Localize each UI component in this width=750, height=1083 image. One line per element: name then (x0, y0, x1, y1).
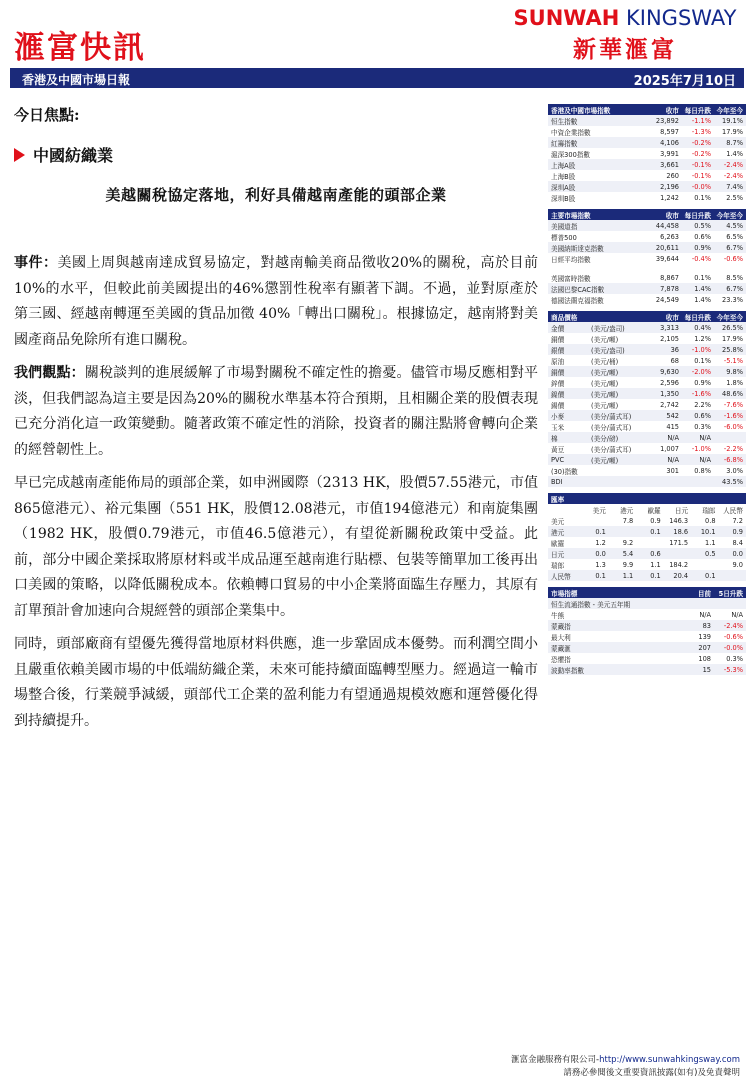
fx-rate: 0.1 (650, 527, 661, 536)
row-daily-change: N/A (731, 610, 743, 619)
row-daily-change: 0.5% (694, 221, 711, 230)
footer (511, 1054, 740, 1080)
row-daily-change: -5.3% (723, 665, 743, 674)
table-body (548, 598, 746, 675)
hk-cn-index-table (548, 104, 746, 203)
row-close: 68 (670, 356, 679, 365)
table-row (548, 242, 746, 253)
row-unit: (美元/噸) (591, 368, 619, 377)
row-close: 23,892 (655, 116, 679, 125)
row-daily-change: -0.2% (691, 149, 711, 158)
row-name: BDI (551, 477, 563, 486)
row-daily-change: 0.8% (694, 466, 711, 475)
row-unit: (美元/桶) (591, 357, 619, 366)
row-ytd-change: -6.8% (723, 455, 743, 464)
table-title: 香港及中國市場指數 (551, 106, 611, 115)
paragraph-outlook: 同時，頭部廠商有望優先獲得當地原材料供應，進一步鞏固成本優勢。而利潤空間小且嚴重依賴美國市場的中低端紡織企業，未來可能持續面臨轉型壓力。經過這一輪市場整合後，行業競爭減緩，頭部代工企業的盈利能力有望通過規模效應和運營優化得到持續提升。 (14, 636, 538, 729)
table-row (548, 159, 746, 170)
row-name: 深圳B股 (551, 194, 576, 203)
row-name: 玉米 (551, 423, 565, 432)
table-row (548, 388, 746, 399)
row-name: 深圳A股 (551, 183, 576, 192)
row-name: 恒生流通指數 - 美元五年期 (551, 600, 631, 609)
table-row (548, 465, 746, 476)
table-row (548, 432, 746, 443)
triangle-bullet-icon (14, 148, 25, 162)
row-name: 錫價 (551, 401, 565, 410)
row-ytd-change: 8.7% (726, 138, 743, 147)
row-name: 法國巴黎CAC指數 (551, 285, 605, 294)
row-ytd-change: -1.6% (723, 411, 743, 420)
row-ytd-change: 1.8% (726, 378, 743, 387)
table-row (548, 253, 746, 264)
row-close: 301 (666, 466, 679, 475)
fx-rate: 18.6 (673, 527, 689, 536)
event-label: 事件： (14, 255, 58, 271)
row-name: 美國道指 (551, 222, 578, 231)
row-name: 小麥 (551, 412, 565, 421)
row-name: 黃豆 (551, 445, 565, 454)
table-row (548, 526, 746, 537)
table-header (548, 104, 746, 115)
fx-rate: 0.9 (732, 527, 743, 536)
row-daily-change: 1.4% (694, 295, 711, 304)
table-row (548, 642, 746, 653)
footer-company: 滙富金融服務有限公司- (511, 1055, 600, 1065)
fx-rate: 1.1 (705, 538, 716, 547)
row-daily-change: -2.4% (723, 621, 743, 630)
paragraph-event (14, 251, 538, 353)
row-daily-change: -0.1% (691, 160, 711, 169)
fx-rate: 7.8 (622, 516, 634, 525)
row-daily-change: 1.2% (694, 334, 711, 343)
row-name: 美國納斯達克指數 (551, 244, 604, 253)
column-header: 港元 (620, 506, 634, 515)
row-name: 恐懼指 (551, 655, 571, 664)
row-ytd-change: -0.6% (723, 254, 743, 263)
table-row (548, 294, 746, 305)
fx-rate: 9.2 (622, 538, 634, 547)
column-header: 每日升跌 (684, 313, 711, 322)
logo-cn: 新華滙富 (573, 37, 677, 63)
row-daily-change: -1.0% (691, 345, 711, 354)
row-close: 542 (666, 411, 679, 420)
row-daily-change: 1.4% (694, 284, 711, 293)
table-row (548, 454, 746, 465)
row-ytd-change: 19.1% (722, 116, 743, 125)
row-close: 8,597 (660, 127, 679, 136)
row-name: 蒙藏指 (551, 622, 571, 631)
fx-rate: 0.9 (650, 516, 661, 525)
row-close: 6,263 (660, 232, 679, 241)
row-ytd-change: 17.9% (722, 334, 743, 343)
row-close: 15 (702, 665, 711, 674)
row-close: 2,196 (660, 182, 679, 191)
row-daily-change: -1.6% (691, 389, 711, 398)
fx-rate: 1.2 (595, 538, 606, 547)
row-close: 3,991 (660, 149, 679, 158)
table-title: 市場指標 (551, 589, 578, 598)
row-daily-change: 0.3% (694, 422, 711, 431)
focus-title: 今日焦點: (14, 106, 80, 124)
fx-rate: 8.4 (732, 538, 743, 547)
row-close: 39,644 (655, 254, 679, 263)
row-ytd-change: -5.1% (723, 356, 743, 365)
table-row (548, 559, 746, 570)
row-name: 鋅價 (551, 379, 565, 388)
row-name: 最大利 (551, 633, 571, 642)
column-header: 今年至今 (716, 211, 743, 220)
table-row (548, 631, 746, 642)
fx-rate: 1.1 (622, 571, 634, 580)
major-index-table (548, 209, 746, 305)
header-bar (10, 68, 744, 88)
row-close: 2,596 (660, 378, 679, 387)
row-name: 蒙藏滙 (551, 644, 571, 653)
fx-rate: 0.6 (650, 549, 661, 558)
table-row (548, 570, 746, 581)
row-unit: (美元/噸) (591, 456, 619, 465)
row-ytd-change: 25.8% (722, 345, 743, 354)
row-unit: (美元/盎司) (591, 324, 625, 333)
table-row (548, 126, 746, 137)
commodity-table (548, 311, 746, 487)
column-header: 今年至今 (716, 106, 743, 115)
report-name: 香港及中國市場日報 (22, 73, 131, 87)
row-daily-change: 0.9% (694, 243, 711, 252)
row-name: 滬深300指數 (551, 150, 590, 159)
column-header: 歐羅 (647, 506, 661, 515)
table-header (548, 587, 746, 598)
table-row (548, 620, 746, 631)
fx-rate: 146.3 (669, 516, 689, 525)
report-date: 2025年7月10日 (633, 74, 736, 89)
row-daily-change: 0.1% (694, 273, 711, 282)
row-daily-change: -0.0% (723, 643, 743, 652)
view-label: 我們觀點： (14, 365, 85, 381)
row-daily-change: -0.1% (691, 171, 711, 180)
row-unit: (美元/噸) (591, 390, 619, 399)
row-daily-change: 0.6% (694, 232, 711, 241)
row-daily-change: -0.6% (723, 632, 743, 641)
row-name: 德國法蘭克福指數 (551, 296, 604, 305)
row-name: 標普500 (551, 233, 577, 242)
table-row (548, 377, 746, 388)
row-daily-change: N/A (699, 455, 711, 464)
fx-rate: 0.1 (650, 571, 661, 580)
fx-rate: 9.9 (622, 560, 634, 569)
row-ytd-change: -2.4% (723, 171, 743, 180)
row-ytd-change: 26.5% (722, 323, 743, 332)
table-header (548, 493, 746, 504)
row-daily-change: 0.1% (694, 356, 711, 365)
row-close: 9,630 (660, 367, 679, 376)
row-close: 260 (666, 171, 679, 180)
table-row (548, 399, 746, 410)
fx-rate: 20.4 (673, 571, 689, 580)
fx-rate: 0.1 (705, 571, 716, 580)
row-unit: (美分/磅) (591, 434, 619, 443)
row-daily-change: 0.6% (694, 411, 711, 420)
table-header (548, 209, 746, 220)
fx-rate: 0.1 (595, 527, 606, 536)
fx-rate: 9.0 (732, 560, 743, 569)
fx-table (548, 493, 746, 581)
row-name: 原油 (551, 357, 565, 366)
row-daily-change: 0.4% (694, 323, 711, 332)
fx-rate: 10.1 (700, 527, 716, 536)
row-unit: (美元/噸) (591, 379, 619, 388)
row-close: 44,458 (655, 221, 679, 230)
column-header: 目前 (697, 589, 711, 598)
row-ytd-change: 1.4% (726, 149, 743, 158)
fx-rate: 0.0 (595, 549, 606, 558)
table-row (548, 515, 746, 526)
row-daily-change: 0.1% (694, 193, 711, 202)
table-row (548, 192, 746, 203)
row-daily-change: 0.3% (726, 654, 743, 663)
column-header: 收市 (665, 313, 679, 322)
table-body (548, 515, 746, 581)
row-daily-change: -1.3% (691, 127, 711, 136)
fx-rate: 1.1 (650, 560, 661, 569)
row-daily-change: -2.0% (691, 367, 711, 376)
row-close: N/A (667, 455, 679, 464)
row-name: 瑞郎 (551, 561, 565, 570)
row-name: 歐羅 (551, 539, 565, 548)
row-close: 7,878 (660, 284, 679, 293)
row-name: 英國富時指數 (551, 274, 591, 283)
brand-title: 滙富快訊 (14, 30, 146, 66)
row-name: 上海B股 (551, 172, 576, 181)
row-close: 4,106 (660, 138, 679, 147)
row-daily-change: N/A (699, 433, 711, 442)
table-row (548, 598, 746, 609)
table-header (548, 311, 746, 322)
row-daily-change: -1.0% (691, 444, 711, 453)
row-close: 8,867 (660, 273, 679, 282)
row-close: 415 (666, 422, 679, 431)
column-header: 收市 (665, 211, 679, 220)
table-body (548, 322, 746, 487)
row-name: PVC (551, 455, 565, 464)
fx-rate: 0.0 (732, 549, 743, 558)
fx-column-headers (548, 504, 746, 515)
row-daily-change: -0.0% (691, 182, 711, 191)
row-close: 1,350 (660, 389, 679, 398)
table-row (548, 272, 746, 283)
section-title-text: 中國紡織業 (33, 146, 114, 165)
headline: 美越關稅協定落地，利好具備越南產能的頭部企業 (105, 186, 447, 204)
fx-rate: 5.4 (622, 549, 634, 558)
row-name: 牛熊 (551, 611, 565, 620)
logo-kingsway: KINGSWAY (619, 6, 737, 30)
row-unit: (美元/噸) (591, 335, 619, 344)
row-close: 3,661 (660, 160, 679, 169)
table-row (548, 137, 746, 148)
row-ytd-change: -2.2% (723, 444, 743, 453)
row-daily-change: -1.1% (691, 116, 711, 125)
row-daily-change: 0.9% (694, 378, 711, 387)
row-name: 波動率指數 (551, 666, 584, 675)
table-row (548, 653, 746, 664)
row-close: N/A (667, 433, 679, 442)
row-daily-change: 2.2% (694, 400, 711, 409)
table-row (548, 322, 746, 333)
fx-rate: 171.5 (669, 538, 689, 547)
row-close: 20,611 (655, 243, 679, 252)
row-name: 鎳價 (551, 390, 565, 399)
table-row (548, 548, 746, 559)
table-row (548, 476, 746, 487)
row-unit: (美元/噸) (591, 401, 619, 410)
table-title: 商品價格 (551, 313, 578, 322)
row-ytd-change: -7.6% (723, 400, 743, 409)
row-name: 日經平均指數 (551, 255, 591, 264)
table-row (548, 181, 746, 192)
row-ytd-change: 48.6% (722, 389, 743, 398)
row-ytd-change: 7.4% (726, 182, 743, 191)
row-close: 2,105 (660, 334, 679, 343)
row-ytd-change: 8.5% (726, 273, 743, 282)
row-ytd-change: -2.4% (723, 160, 743, 169)
view-text: 關稅談判的進展緩解了市場對關稅不確定性的擔憂。儘管市場反應相對平淡，但我們認為這主要是因為20%的關稅水準基本符合預期，且相關企業的股價表現已充分消化這一政策變動。隨著政策不確定性的消除，投資者的關注點將會轉向企業的經營韌性上。 (14, 365, 539, 458)
table-row (548, 148, 746, 159)
row-name: 日元 (551, 550, 565, 559)
fx-rate: 184.2 (669, 560, 689, 569)
row-unit: (美元/盎司) (591, 346, 625, 355)
row-ytd-change: 17.9% (722, 127, 743, 136)
footer-website-link[interactable]: http://www.sunwahkingsway.com (599, 1055, 740, 1065)
fx-rate: 1.3 (595, 560, 606, 569)
table-row (548, 421, 746, 432)
market-sidebar (548, 104, 746, 681)
paragraph-view (14, 361, 538, 463)
row-ytd-change: 6.5% (726, 232, 743, 241)
footer-disclaimer: 請務必參閱後文重要資訊披露(如有)及免責聲明 (563, 1068, 740, 1078)
row-close: 1,242 (660, 193, 679, 202)
column-header: 人民幣 (723, 506, 743, 515)
row-ytd-change: 6.7% (726, 284, 743, 293)
table-row (548, 355, 746, 366)
row-name: 美元 (551, 517, 565, 526)
table-body (548, 220, 746, 305)
column-header: 每日升跌 (684, 211, 711, 220)
row-name: (30)指數 (551, 467, 578, 476)
row-ytd-change: -6.0% (723, 422, 743, 431)
row-name: 銀價 (551, 346, 565, 355)
row-close: 24,549 (655, 295, 679, 304)
article (14, 98, 538, 742)
column-header: 每日升跌 (684, 106, 711, 115)
row-ytd-change: 23.3% (722, 295, 743, 304)
row-name: 紅籌指數 (551, 139, 578, 148)
section-title (14, 143, 538, 166)
row-name: 上海A股 (551, 161, 576, 170)
row-name: 銅價 (551, 368, 565, 377)
row-close: 83 (702, 621, 711, 630)
market-indicator-table (548, 587, 746, 675)
table-row (548, 220, 746, 231)
row-name: 人民幣 (551, 572, 571, 581)
table-title: 主要市場指數 (551, 211, 591, 220)
table-row (548, 170, 746, 181)
column-header: 收市 (665, 106, 679, 115)
table-row (548, 344, 746, 355)
row-ytd-change: 4.5% (726, 221, 743, 230)
fx-rate: 7.2 (732, 516, 743, 525)
row-close: 108 (698, 654, 711, 663)
company-logo (510, 6, 740, 64)
row-name: 中資企業指數 (551, 128, 591, 137)
row-daily-change: -0.2% (691, 138, 711, 147)
table-row (548, 664, 746, 675)
row-close: 1,007 (660, 444, 679, 453)
fx-rate: 0.8 (705, 516, 716, 525)
fx-rate: 0.1 (595, 571, 606, 580)
row-ytd-change: 6.7% (726, 243, 743, 252)
table-title: 匯率 (551, 495, 565, 504)
row-close: 36 (670, 345, 679, 354)
table-row (548, 609, 746, 620)
row-unit: (美分/蒲式耳) (591, 445, 632, 454)
table-row (548, 115, 746, 126)
row-close: 139 (698, 632, 711, 641)
table-row (548, 366, 746, 377)
column-header: 瑞郎 (702, 506, 716, 515)
row-name: 棉 (551, 434, 558, 443)
table-row (548, 443, 746, 454)
column-header: 美元 (592, 506, 606, 515)
event-text: 美國上周與越南達成貿易協定，對越南輸美商品徵收20%的關稅，高於目前10%的水平，但較此前美國提出的46%懲罰性稅率有顯著下調。不過，並對原產於第三國、經越南轉運至美國的貨品加徵 40%「轉出口關稅」。根據協定，越南將對美國產商品免除所有進口關稅。 (14, 255, 539, 348)
row-ytd-change: 2.5% (726, 193, 743, 202)
table-row (548, 410, 746, 421)
column-header: 今年至今 (716, 313, 743, 322)
row-unit: (美分/蒲式耳) (591, 412, 632, 421)
row-daily-change: -0.4% (691, 254, 711, 263)
row-close: N/A (699, 610, 711, 619)
table-row (548, 333, 746, 344)
column-header: 日元 (674, 506, 689, 515)
row-close: 207 (698, 643, 711, 652)
table-row (548, 537, 746, 548)
row-ytd-change: 9.8% (726, 367, 743, 376)
column-header: 5日升跌 (718, 589, 743, 598)
logo-sunwah: SUNWAH (513, 6, 620, 30)
fx-rate: 0.5 (705, 549, 716, 558)
row-ytd-change: 43.5% (722, 477, 743, 486)
table-row (548, 283, 746, 294)
row-ytd-change: 3.0% (726, 466, 743, 475)
row-close: 3,313 (660, 323, 679, 332)
table-body (548, 115, 746, 203)
row-close: 2,742 (660, 400, 679, 409)
paragraph-companies: 早已完成越南產能佈局的頭部企業，如申洲國際（2313 HK，股價57.55港元，市值865億港元）、裕元集團（551 HK，股價12.08港元，市值194億港元）和南旋集團（1982 HK，股價0.79港元，市值46.5億港元），有望從新關稅政策中受益。此前，部分中國企業採取將原材料或半成品運至越南進行貼標、包裝等簡單加工後再出口美國的策略，以降低關稅成本。依賴轉口貿易的中小企業將面臨生存壓力，其原有訂單預計會加速向合規經營的頭部企業集中。 (14, 475, 538, 619)
row-name: 港元 (551, 528, 565, 537)
row-name: 恒生指數 (551, 117, 578, 126)
row-unit: (美分/蒲式耳) (591, 423, 632, 432)
row-name: 金價 (551, 324, 565, 333)
row-name: 銅價 (551, 335, 565, 344)
table-row (548, 231, 746, 242)
row-gap (548, 264, 746, 272)
